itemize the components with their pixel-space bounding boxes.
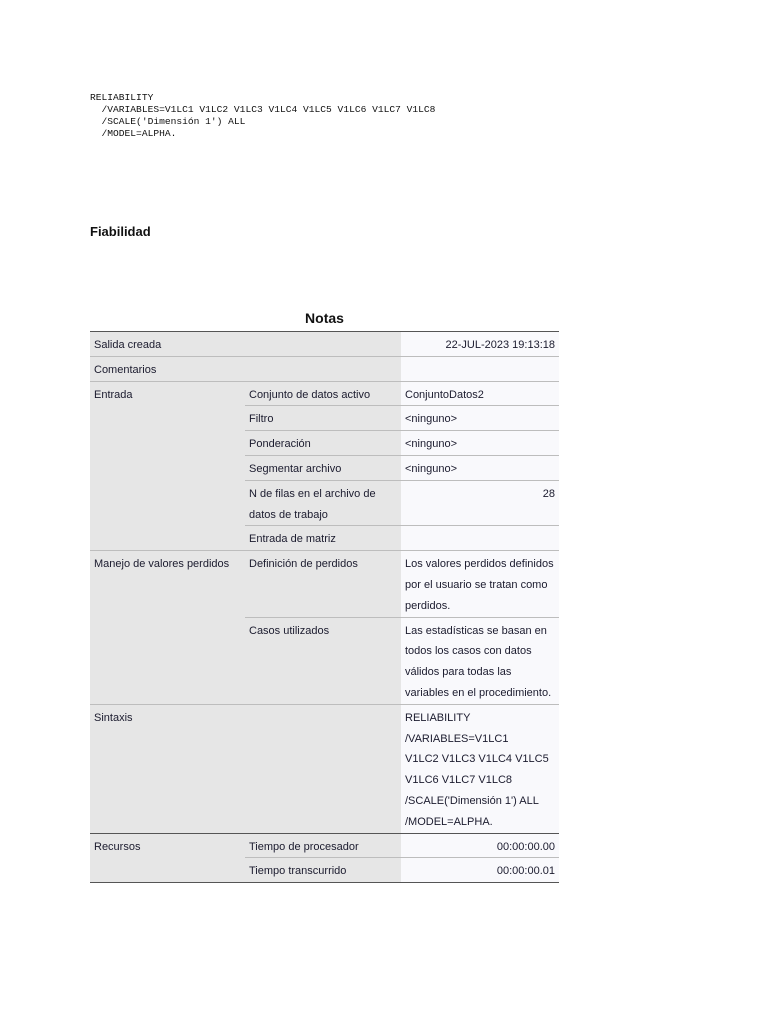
processor-time-label: Tiempo de procesador [245, 834, 401, 858]
syntax-value: RELIABILITY /VARIABLES=V1LC1 V1LC2 V1LC3 V1LC4 V1LC5 V1LC6 V1LC7 V1LC8 /SCALE('Dimensión 1') ALL /MODEL=ALPHA. [401, 705, 559, 833]
rows-in-file-value: 28 [401, 480, 559, 526]
missing-values-label: Manejo de valores perdidos [90, 551, 245, 616]
resources-label: Recursos [90, 834, 245, 858]
table-row [90, 480, 559, 526]
section-heading: Fiabilidad [90, 224, 151, 239]
filter-value: <ninguno> [401, 405, 559, 430]
table-row [90, 356, 559, 381]
table-row [90, 455, 559, 480]
output-created-label: Salida creada [90, 332, 401, 356]
table-row [90, 857, 559, 882]
table-row [90, 430, 559, 455]
comments-label: Comentarios [90, 357, 401, 381]
table-row [90, 704, 559, 833]
table-row [90, 617, 559, 704]
cases-used-label: Casos utilizados [245, 617, 401, 704]
table-row [90, 405, 559, 430]
elapsed-time-value: 00:00:00.01 [401, 857, 559, 882]
table-row [90, 381, 559, 406]
processor-time-value: 00:00:00.00 [401, 834, 559, 858]
weight-value: <ninguno> [401, 430, 559, 455]
output-created-value: 22-JUL-2023 19:13:18 [401, 332, 559, 356]
table-title: Notas [305, 310, 344, 326]
syntax-label: Sintaxis [90, 705, 401, 833]
comments-value [401, 357, 559, 381]
active-dataset-value: ConjuntoDatos2 [401, 382, 559, 406]
table-row [90, 550, 559, 616]
split-file-value: <ninguno> [401, 455, 559, 480]
rows-in-file-label: N de filas en el archivo de datos de trabajo [245, 480, 401, 526]
filter-label: Filtro [245, 405, 401, 430]
table-row [90, 331, 559, 356]
syntax-code-block: RELIABILITY /VARIABLES=V1LC1 V1LC2 V1LC3 V1LC4 V1LC5 V1LC6 V1LC7 V1LC8 /SCALE('Dimensión 1') ALL /MODEL=ALPHA. [90, 92, 436, 139]
notes-table [90, 331, 559, 883]
split-file-label: Segmentar archivo [245, 455, 401, 480]
matrix-input-value [401, 525, 559, 550]
table-row [90, 525, 559, 550]
table-row [90, 833, 559, 858]
elapsed-time-label: Tiempo transcurrido [245, 857, 401, 882]
missing-definition-label: Definición de perdidos [245, 551, 401, 616]
active-dataset-label: Conjunto de datos activo [245, 382, 401, 406]
input-label: Entrada [90, 382, 245, 406]
matrix-input-label: Entrada de matriz [245, 525, 401, 550]
cases-used-value: Las estadísticas se basan en todos los casos con datos válidos para todas las variables en el procedimiento. [401, 617, 559, 704]
missing-definition-value: Los valores perdidos definidos por el usuario se tratan como perdidos. [401, 551, 559, 616]
weight-label: Ponderación [245, 430, 401, 455]
